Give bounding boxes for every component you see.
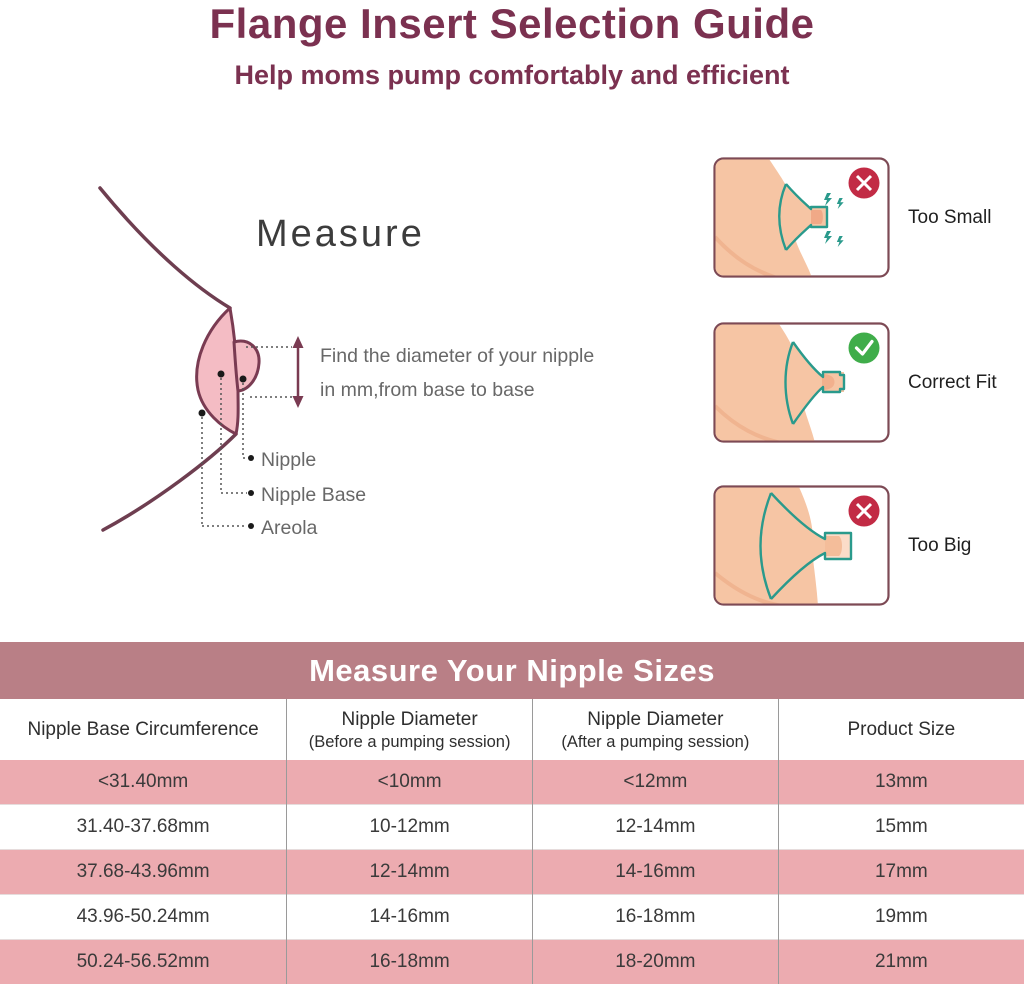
column-header-line1: Nipple Base Circumference: [0, 718, 286, 742]
table-cell: 37.68-43.96mm: [0, 850, 287, 895]
table-cell: 43.96-50.24mm: [0, 895, 287, 940]
error-icon: [849, 168, 880, 199]
size-table-title: Measure Your Nipple Sizes: [0, 642, 1024, 699]
column-header-diameter-after: [532, 699, 778, 760]
measure-instruction-line2: in mm,from base to base: [320, 373, 594, 407]
table-cell: <12mm: [532, 760, 778, 805]
label-areola: Areola: [261, 517, 317, 540]
column-header-product-size: [778, 699, 1024, 760]
header: [0, 0, 1024, 91]
column-header-line1: Product Size: [779, 718, 1024, 742]
measurement-section: [0, 115, 1024, 642]
table-cell: 15mm: [778, 805, 1024, 850]
table-cell: 14-16mm: [287, 895, 533, 940]
column-header-line1: Nipple Diameter: [533, 708, 778, 732]
table-row: [0, 895, 1024, 940]
fit-card-too-big: [713, 485, 971, 606]
fit-card-label: Too Small: [908, 207, 991, 229]
table-cell: 50.24-56.52mm: [0, 940, 287, 984]
column-header-line1: Nipple Diameter: [287, 708, 532, 732]
column-header-circumference: [0, 699, 287, 760]
size-table-header-row: [0, 699, 1024, 760]
column-header-line2: (Before a pumping session): [287, 732, 532, 752]
table-cell: 10-12mm: [287, 805, 533, 850]
correct-fit-illustration: [713, 322, 890, 443]
too-small-illustration: [713, 157, 890, 278]
table-cell: 13mm: [778, 760, 1024, 805]
size-table: [0, 699, 1024, 984]
table-row: [0, 850, 1024, 895]
measure-instructions: [320, 339, 594, 407]
size-table-section: [0, 642, 1024, 984]
column-header-diameter-before: [287, 699, 533, 760]
fit-card-label: Too Big: [908, 535, 971, 557]
table-row: [0, 805, 1024, 850]
table-cell: 17mm: [778, 850, 1024, 895]
measure-heading: Measure: [256, 213, 425, 256]
table-row: [0, 940, 1024, 984]
column-header-line2: (After a pumping session): [533, 732, 778, 752]
fit-card-correct-fit: [713, 322, 997, 443]
measure-instruction-line1: Find the diameter of your nipple: [320, 339, 594, 373]
fit-card-label: Correct Fit: [908, 372, 997, 394]
success-icon: [849, 333, 880, 364]
measure-arrow-icon: [293, 336, 304, 408]
page-subtitle: Help moms pump comfortably and efficient: [0, 60, 1024, 91]
label-nipple-base: Nipple Base: [261, 484, 366, 507]
table-cell: 14-16mm: [532, 850, 778, 895]
table-cell: 16-18mm: [287, 940, 533, 984]
label-nipple: Nipple: [261, 449, 316, 472]
table-cell: 19mm: [778, 895, 1024, 940]
table-row: [0, 760, 1024, 805]
table-cell: 12-14mm: [532, 805, 778, 850]
fit-card-too-small: [713, 157, 991, 278]
table-cell: 18-20mm: [532, 940, 778, 984]
page-title: Flange Insert Selection Guide: [0, 0, 1024, 48]
table-cell: 21mm: [778, 940, 1024, 984]
error-icon: [849, 496, 880, 527]
table-cell: 31.40-37.68mm: [0, 805, 287, 850]
table-cell: 16-18mm: [532, 895, 778, 940]
table-cell: 12-14mm: [287, 850, 533, 895]
table-cell: <10mm: [287, 760, 533, 805]
table-cell: <31.40mm: [0, 760, 287, 805]
too-big-illustration: [713, 485, 890, 606]
